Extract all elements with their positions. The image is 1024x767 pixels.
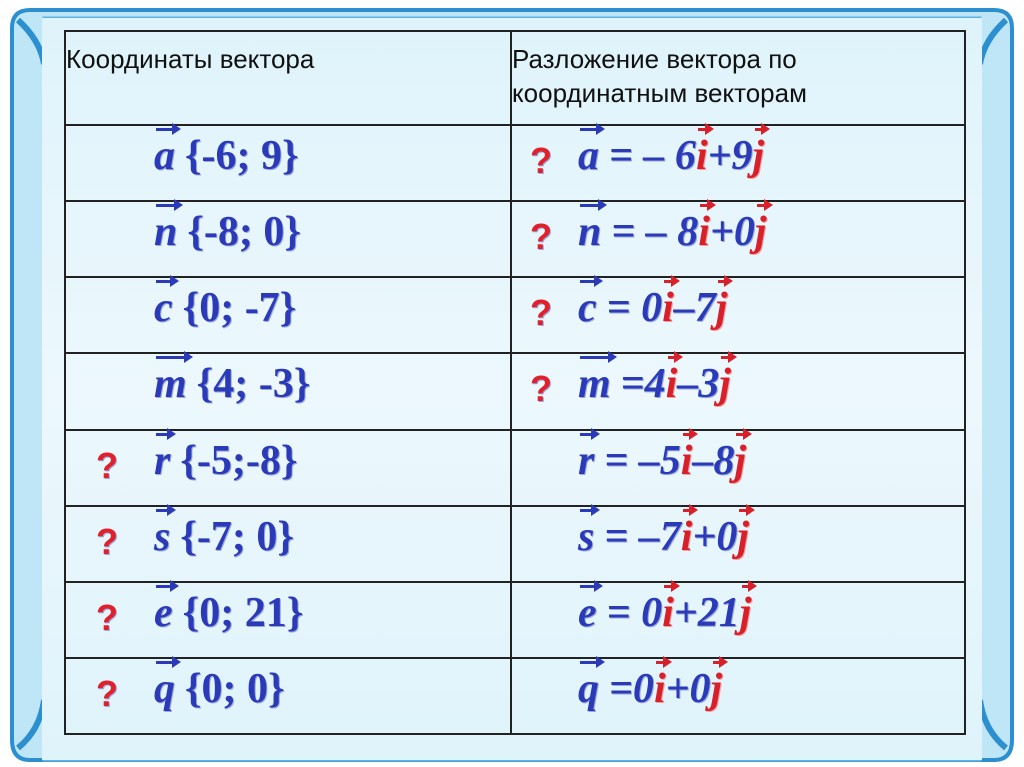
vector-name: e <box>154 589 173 636</box>
question-mark: ? <box>96 672 118 714</box>
basis-vector-i: i <box>662 285 674 332</box>
coordinates-cell <box>65 201 511 277</box>
basis-vector-j: j <box>715 285 728 332</box>
question-mark: ? <box>530 292 552 334</box>
basis-vector-i: i <box>698 209 710 256</box>
question-mark: ? <box>96 596 118 638</box>
table-row <box>65 277 965 353</box>
basis-vector-j: j <box>737 513 750 560</box>
vector-name: c <box>578 285 597 332</box>
decomposition-part: –7 <box>673 285 716 332</box>
question-mark: ? <box>96 520 118 562</box>
decomposition-part: = 0 <box>606 589 663 636</box>
vector-coordinates: {-8; 0} <box>187 209 301 256</box>
header-coordinates: Координаты вектора <box>65 31 511 125</box>
decomposition-cell <box>511 201 965 277</box>
decomposition-cell <box>511 125 965 201</box>
decomposition-cell <box>511 277 965 353</box>
basis-vector-i: i <box>662 589 674 636</box>
header-decomposition <box>511 31 965 125</box>
decomposition-part: +0 <box>665 665 711 712</box>
vector-coordinates: {0; -7} <box>182 285 297 332</box>
basis-vector-i: i <box>695 133 708 180</box>
decomposition-part: = –7 <box>604 513 681 560</box>
coordinates-cell <box>65 277 511 353</box>
basis-vector-i: i <box>680 437 693 484</box>
vector-name: q <box>578 665 599 712</box>
decomposition-part: =4 <box>620 361 666 408</box>
vector-name: m <box>578 361 611 408</box>
vector-name: q <box>154 665 175 712</box>
vector-name: a <box>154 133 175 180</box>
decomposition-part: –8 <box>692 437 735 484</box>
basis-vector-i: i <box>653 665 666 712</box>
vector-name: m <box>154 361 187 408</box>
basis-vector-j: j <box>739 589 752 636</box>
basis-vector-j: j <box>754 209 767 256</box>
vector-name: s <box>154 513 171 560</box>
vector-coordinates: {0; 21} <box>182 589 304 636</box>
vector-name: r <box>154 437 171 484</box>
table-body <box>65 125 965 734</box>
vector-name: a <box>578 133 599 180</box>
table-row <box>65 125 965 201</box>
vector-table <box>64 30 966 735</box>
basis-vector-j: j <box>710 665 723 712</box>
basis-vector-j: j <box>719 361 731 408</box>
coordinates-cell <box>65 125 511 201</box>
header-decomposition-line1: Разложение вектора по <box>512 44 797 74</box>
decomposition-part: +0 <box>709 209 755 256</box>
vector-name: c <box>154 285 173 332</box>
question-mark: ? <box>96 444 118 486</box>
decomposition-part: +9 <box>707 133 753 180</box>
vector-name: n <box>578 209 602 256</box>
coordinates-cell <box>65 658 511 734</box>
table-row <box>65 582 965 658</box>
decomposition-part: = 0 <box>606 285 663 332</box>
coordinates-cell <box>65 430 511 506</box>
vector-name: e <box>578 589 597 636</box>
table-row <box>65 506 965 582</box>
table-row <box>65 658 965 734</box>
vector-coordinates: {-5;-8} <box>180 437 298 484</box>
decomposition-cell <box>511 430 965 506</box>
vector-coordinates: {-6; 9} <box>185 133 299 180</box>
table-row <box>65 430 965 506</box>
header-decomposition-line2: координатным векторам <box>512 78 807 108</box>
vector-coordinates: {-7; 0} <box>180 513 294 560</box>
vector-coordinates: {0; 0} <box>185 665 285 712</box>
vector-coordinates: {4; -3} <box>196 361 311 408</box>
basis-vector-j: j <box>752 133 765 180</box>
table-row <box>65 201 965 277</box>
decomposition-part: +0 <box>692 513 738 560</box>
decomposition-part: –3 <box>677 361 720 408</box>
vector-name: s <box>578 513 595 560</box>
decomposition-cell <box>511 582 965 658</box>
question-mark: ? <box>530 216 552 258</box>
decomposition-cell <box>511 353 965 429</box>
decomposition-cell <box>511 658 965 734</box>
coordinates-cell <box>65 506 511 582</box>
decomposition-part: = –5 <box>604 437 681 484</box>
question-mark: ? <box>530 140 552 182</box>
question-mark: ? <box>530 368 552 410</box>
table-header-row <box>65 31 965 125</box>
vector-name: n <box>154 209 178 256</box>
vector-name: r <box>578 437 595 484</box>
table-row <box>65 353 965 429</box>
decomposition-part: =0 <box>609 665 654 712</box>
coordinates-cell <box>65 353 511 429</box>
decomposition-part: = – 6 <box>609 133 696 180</box>
basis-vector-i: i <box>680 513 693 560</box>
coordinates-cell <box>65 582 511 658</box>
decomposition-part: +21 <box>673 589 740 636</box>
decomposition-cell <box>511 506 965 582</box>
basis-vector-i: i <box>665 361 678 408</box>
decomposition-part: = – 8 <box>611 209 699 256</box>
basis-vector-j: j <box>734 437 747 484</box>
